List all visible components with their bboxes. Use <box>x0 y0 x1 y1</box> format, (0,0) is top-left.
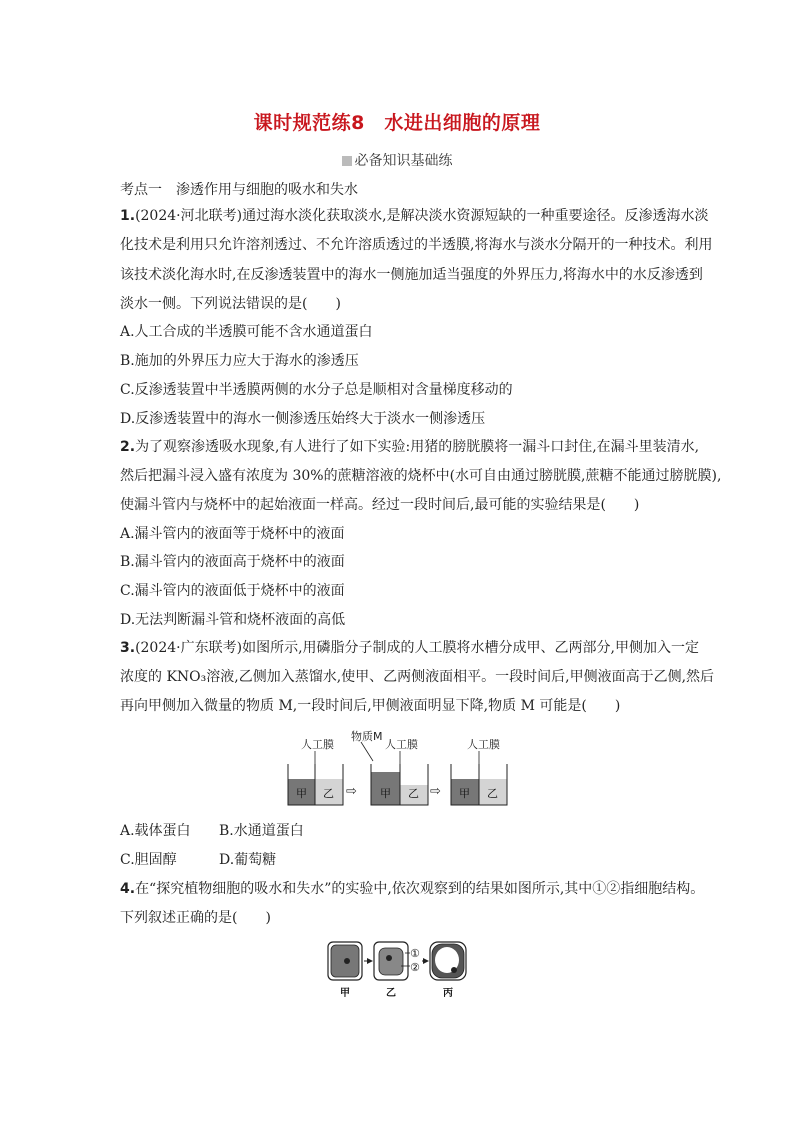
arrow-icon: ⇨ <box>430 784 441 799</box>
jia-label: 甲 <box>459 787 470 800</box>
q2-line: 然后把漏斗浸入盛有浓度为 30%的蔗糖溶液的烧杯中(水可自由通过膀胱膜,蔗糖不能通过膀胱膜), <box>120 468 722 484</box>
tank-3 <box>451 764 507 805</box>
plant-cell-diagram <box>322 936 482 1004</box>
q2-option-a: A.漏斗管内的液面等于烧杯中的液面 <box>120 526 345 542</box>
q1-option-d: D.反渗透装置中的海水一侧渗透压始终大于淡水一侧渗透压 <box>120 411 486 427</box>
tank-2 <box>371 764 428 805</box>
q1-line: 该技术淡化海水时,在反渗透装置中的海水一侧施加适当强度的外界压力,将海水中的水反渗透到 <box>120 267 703 283</box>
q1-line: 化技术是利用只允许溶剂透过、不允许溶质透过的半透膜,将海水与淡水分隔开的一种技术。利用 <box>120 237 713 253</box>
cell-bing <box>430 942 466 980</box>
cell-yi <box>374 942 408 980</box>
substance-m-label: 物质M <box>351 730 383 743</box>
kaodian-heading: 考点一 渗透作用与细胞的吸水和失水 <box>120 182 358 198</box>
yi-label: 乙 <box>323 787 334 800</box>
label-yi: 乙 <box>386 988 396 999</box>
q2-line: 使漏斗管内与烧杯中的起始液面一样高。经过一段时间后,最可能的实验结果是( ) <box>120 497 640 513</box>
q1-option-a: A.人工合成的半透膜可能不含水通道蛋白 <box>120 324 373 340</box>
membrane-label: 人工膜 <box>385 738 418 751</box>
page-title: 课时规范练8 水进出细胞的原理 <box>253 112 541 134</box>
marker-2: ② <box>410 961 420 974</box>
arrow-icon: ⇨ <box>346 784 357 799</box>
tank-1 <box>288 764 343 805</box>
q4-line: 下列叙述正确的是( ) <box>120 910 271 926</box>
q1-line: 1.(2024·河北联考)通过海水淡化获取淡水,是解决淡水资源短缺的一种重要途径。反渗透海水淡 <box>120 208 709 224</box>
jia-label: 甲 <box>296 787 307 800</box>
q3-option-c: C.胆固醇 <box>120 852 177 868</box>
q2-number: 2. <box>120 439 136 455</box>
cell-jia <box>328 942 362 980</box>
q3-option-b: B.水通道蛋白 <box>219 823 304 839</box>
membrane-label: 人工膜 <box>301 738 334 751</box>
q4-number: 4. <box>120 881 136 897</box>
q1-line: 淡水一侧。下列说法错误的是( ) <box>120 296 341 312</box>
q3-option-a: A.载体蛋白 <box>120 823 191 839</box>
q2-line: 2.为了观察渗透吸水现象,有人进行了如下实验:用猪的膀胱膜将一漏斗口封住,在漏斗里装清水, <box>120 439 700 455</box>
q2-option-d: D.无法判断漏斗管和烧杯液面的高低 <box>120 612 346 628</box>
marker-1: ① <box>410 947 420 960</box>
q1-option-c: C.反渗透装置中半透膜两侧的水分子总是顺相对含量梯度移动的 <box>120 382 513 398</box>
q3-line: 再向甲侧加入微量的物质 M,一段时间后,甲侧液面明显下降,物质 M 可能是( ) <box>120 698 621 714</box>
membrane-label: 人工膜 <box>467 738 500 751</box>
jia-label: 甲 <box>380 787 391 800</box>
q1-option-b: B.施加的外界压力应大于海水的渗透压 <box>120 353 359 369</box>
q3-option-d: D.葡萄糖 <box>219 852 277 868</box>
section-header <box>0 150 794 170</box>
membrane-diagram <box>283 727 523 809</box>
q2-option-c: C.漏斗管内的液面低于烧杯中的液面 <box>120 583 345 599</box>
q4-line: 4.在“探究植物细胞的吸水和失水”的实验中,依次观察到的结果如图所示,其中①②指细胞结构。 <box>120 881 705 897</box>
yi-label: 乙 <box>408 787 419 800</box>
section-label: 必备知识基础练 <box>354 153 453 169</box>
q3-number: 3. <box>120 640 136 656</box>
label-bing: 丙 <box>443 988 453 999</box>
q1-number: 1. <box>120 208 136 224</box>
label-jia: 甲 <box>340 988 350 999</box>
q3-line: 3.(2024·广东联考)如图所示,用磷脂分子制成的人工膜将水槽分成甲、乙两部分,甲侧加入一定 <box>120 640 699 656</box>
q3-line: 浓度的 KNO₃溶液,乙侧加入蒸馏水,使甲、乙两侧液面相平。一段时间后,甲侧液面高于乙侧,然后 <box>120 669 715 685</box>
yi-label: 乙 <box>487 787 498 800</box>
section-icon <box>342 156 352 166</box>
q2-option-b: B.漏斗管内的液面高于烧杯中的液面 <box>120 554 345 570</box>
